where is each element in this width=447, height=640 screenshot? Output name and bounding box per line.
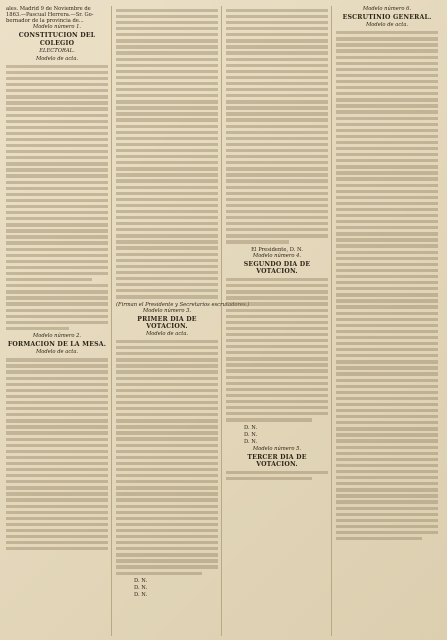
model-2-title: Modelo número 2.	[32, 333, 82, 340]
model-1-subheading: ELECTORAL.	[39, 47, 75, 54]
model-1-body	[6, 65, 108, 330]
model-4-body	[226, 278, 328, 421]
column-2	[116, 6, 250, 636]
column-3	[226, 6, 332, 636]
model-6-title: Modelo número 6.	[362, 6, 412, 12]
header-fragment-3: bernador de la provincia de...	[6, 18, 84, 25]
model-6-heading: ESCRUTINIO GENERAL.	[342, 14, 432, 22]
model-5-heading: TERCER DIA DE VOTACION.	[247, 453, 307, 469]
column-4	[336, 6, 441, 636]
model-1-label: Modelo de acta.	[35, 55, 79, 62]
president-signature: El Presidente, D. N.	[251, 246, 303, 253]
model-4-title: Modelo número 4.	[252, 252, 302, 259]
signatory-6: D. N.	[244, 438, 258, 445]
model-3-title: Modelo número 3.	[142, 307, 192, 314]
model-2-body	[6, 358, 108, 550]
header-fragment-1: ales. Madrid 9 de Noviembre de	[6, 6, 91, 12]
signatory-2: D. N.	[134, 584, 148, 591]
model-3-label: Modelo de acta.	[145, 331, 189, 338]
signatory-4: D. N.	[244, 424, 258, 431]
model-6-body	[336, 31, 438, 540]
signatory-3: D. N.	[134, 592, 148, 599]
column-1	[6, 6, 112, 636]
model-1-title: Modelo número 1.	[32, 24, 82, 31]
model-3-heading: PRIMER DIA DE VOTACION.	[137, 315, 197, 330]
model-5-title: Modelo número 5.	[252, 445, 302, 452]
signature-note: (Firman el Presidente y Secretarios escrutadores.)	[116, 301, 250, 308]
model-2-label: Modelo de acta.	[35, 349, 79, 356]
signatory-1: D. N.	[134, 577, 148, 584]
header-fragment-2: 1863.—Pascual Herrera.—Sr. Go-	[6, 12, 94, 19]
model-3-body	[116, 340, 218, 575]
model-2-heading: FORMACION DE LA MESA.	[7, 341, 107, 349]
model-5-body	[226, 471, 328, 480]
signatory-5: D. N.	[244, 431, 258, 438]
column-2-body-top	[116, 9, 218, 299]
model-4-heading: SEGUNDO DIA DE VOTACION.	[243, 260, 311, 276]
page-columns	[6, 6, 441, 636]
model-1-heading: CONSTITUCION DEL COLEGIO	[18, 32, 96, 47]
model-6-label: Modelo de acta.	[365, 22, 409, 29]
column-3-body-top	[226, 9, 328, 244]
